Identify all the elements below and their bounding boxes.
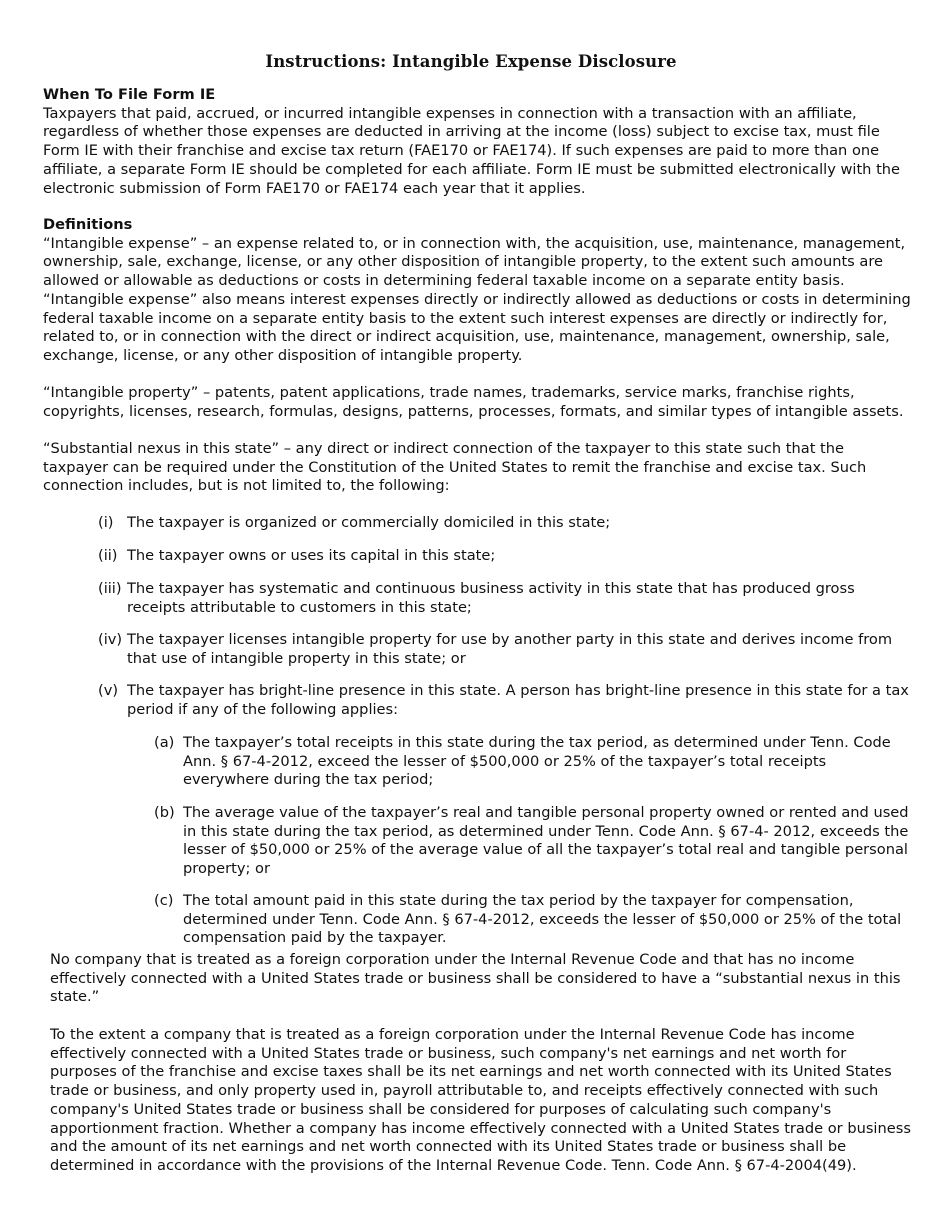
list-item-label: (iii)	[98, 580, 122, 597]
sublist-item-label: (c)	[154, 892, 174, 909]
page-title: Instructions: Intangible Expense Disclosure	[265, 52, 677, 71]
list-item-text: The taxpayer owns or uses its capital in this state;	[127, 547, 496, 564]
list-item	[98, 682, 910, 719]
list-item	[98, 631, 910, 668]
sublist-item-text: The average value of the taxpayer’s real and tangible personal property owned or rented and used in this state during the tax period, as determined under Tenn. Code Ann. § 67-4- 2012, exceeds the lesser of $50,000 or 25% of the average value of all the taxpayer’s total real and tangible personal property; or	[183, 804, 909, 878]
when-to-file-heading: When To File Form IE	[43, 86, 216, 103]
sublist-item-text: The total amount paid in this state during the tax period by the taxpayer for compensation, determined under Tenn. Code Ann. § 67-4-2012, exceeds the lesser of $50,000 or 25% of the total compensation paid by the taxpayer.	[183, 892, 902, 947]
list-item	[98, 547, 910, 566]
sublist-item	[154, 734, 910, 790]
list-item-text: The taxpayer has systematic and continuous business activity in this state that has produced gross receipts attributable to customers in this state;	[127, 580, 855, 616]
intangible-property-definition: “Intangible property” – patents, patent applications, trade names, trademarks, service marks, franchise rights, copyrights, licenses, research, formulas, designs, patterns, processes, formats, and similar types of intangible assets.	[43, 384, 904, 420]
sublist-item-label: (a)	[154, 734, 175, 751]
sublist-item-text: The taxpayer’s total receipts in this state during the tax period, as determined under Tenn. Code Ann. § 67-4-2012, exceed the lesser of $500,000 or 25% of the taxpayer’s total receipts everywhere during the tax period;	[183, 734, 891, 789]
when-to-file-body: Taxpayers that paid, accrued, or incurred intangible expenses in connection with a transaction with an affiliate, regardless of whether those expenses are deducted in arriving at the income (loss) subject to excise tax, must file Form IE with their franchise and excise tax return (FAE170 or FAE174). If such expenses are paid to more than one affiliate, a separate Form IE should be completed for each affiliate. Form IE must be submitted electronically with the electronic submission of Form FAE170 or FAE174 each year that it applies.	[43, 104, 901, 197]
sublist-item-label: (b)	[154, 804, 175, 821]
when-to-file-section	[43, 86, 911, 198]
definitions-section	[43, 216, 911, 366]
substantial-nexus-definition: “Substantial nexus in this state” – any direct or indirect connection of the taxpayer to this state such that the taxpayer can be required under the Constitution of the United States to remit the franchise and excise tax. Such connection includes, but is not limited to, the following:	[43, 440, 867, 495]
definitions-heading: Definitions	[43, 216, 133, 233]
list-item-label: (i)	[98, 514, 114, 531]
list-item-label: (iv)	[98, 631, 123, 648]
foreign-corporation-paragraph-1: No company that is treated as a foreign corporation under the Internal Revenue Code and that has no income effectively connected with a United States trade or business shall be considered to have a “substantial nexus in this state.”	[50, 951, 901, 1006]
sublist-item	[154, 804, 910, 879]
list-item-label: (ii)	[98, 547, 118, 564]
foreign-corporation-paragraph-2: To the extent a company that is treated as a foreign corporation under the Internal Revenue Code has income effectively connected with a United States trade or business, such company's net earnings and net worth for purposes of the franchise and excise taxes shall be its net earnings and net worth connected with its United States trade or business, and only property used in, payroll attributable to, and receipts effectively connected with such company's United States trade or business shall be considered for purposes of calculating such company's apportionment fraction. Whether a company has income effectively connected with a United States trade or business and the amount of its net earnings and net worth connected with its United States trade or business shall be determined in accordance with the provisions of the Internal Revenue Code. Tenn. Code Ann. § 67-4-2004(49).	[50, 1026, 911, 1174]
list-item-label: (v)	[98, 682, 119, 699]
intangible-expense-definition: “Intangible expense” – an expense related to, or in connection with, the acquisition, use, maintenance, management, ownership, sale, exchange, license, or any other disposition of intangible property, to the extent such amounts are allowed or allowable as deductions or costs in determining federal taxable income on a separate entity basis. “Intangible expense” also means interest expenses directly or indirectly allowed as deductions or costs in determining federal taxable income on a separate entity basis to the extent such interest expenses are directly or indirectly for, related to, or in connection with the direct or indirect acquisition, use, maintenance, management, ownership, sale, exchange, license, or any other disposition of intangible property.	[43, 234, 911, 364]
list-item-text: The taxpayer is organized or commercially domiciled in this state;	[127, 514, 611, 531]
list-item	[98, 580, 910, 617]
list-item-text: The taxpayer has bright-line presence in this state. A person has bright-line presence in this state for a tax period if any of the following applies:	[127, 682, 909, 718]
sublist-item	[154, 892, 910, 948]
list-item-text: The taxpayer licenses intangible property for use by another party in this state and derives income from that use of intangible property in this state; or	[127, 631, 893, 667]
list-item	[98, 514, 910, 533]
